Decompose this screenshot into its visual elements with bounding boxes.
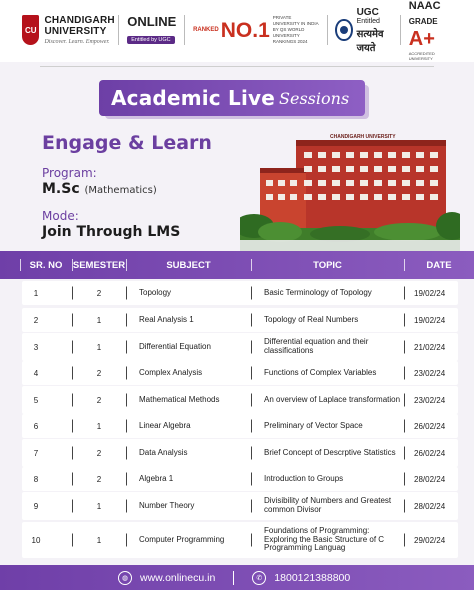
naac-badge [409, 0, 452, 61]
phone-text: 1800121388800 [274, 571, 351, 584]
program-label: Program: [42, 166, 97, 180]
ugc-logo-text [357, 7, 392, 54]
cell-subject: Algebra 1 [126, 467, 251, 491]
program-name: M.Sc [42, 181, 80, 197]
cu-shield-icon: CU [22, 15, 39, 45]
cell-topic: Preliminary of Vector Space [251, 414, 404, 438]
table-row [0, 492, 474, 520]
cell-topic: Functions of Complex Variables [251, 361, 404, 385]
cell-date: 26/02/24 [404, 439, 474, 467]
header-spacer [0, 251, 20, 279]
program-value [42, 181, 157, 197]
cell-semester: 2 [72, 467, 126, 491]
cell-semester: 1 [72, 492, 126, 520]
ugc-emblem-icon [335, 19, 352, 41]
phone-link[interactable] [252, 571, 350, 585]
cell-topic: An overview of Laplace transformation [251, 386, 404, 414]
cell-semester: 1 [72, 333, 126, 361]
header-date: DATE [404, 251, 474, 279]
mode-value: Join Through LMS [42, 224, 181, 240]
cell-sr-no: 4 [33, 368, 39, 378]
online-logo [127, 15, 176, 46]
phone-icon: ✆ [252, 571, 266, 585]
cell-date: 23/02/24 [404, 386, 474, 414]
cell-sr-no: 6 [33, 421, 39, 431]
cell-subject: Mathematical Methods [126, 386, 251, 414]
naac-title: NAAC [408, 0, 441, 12]
ugc-motto: सत्यमेव जयते [356, 28, 384, 54]
cell-topic: Differential equation and their classifications [251, 333, 404, 361]
cell-sr-no: 5 [33, 395, 39, 405]
logo-divider [400, 15, 401, 45]
cell-semester: 2 [72, 386, 126, 414]
cell-topic: Topology of Real Numbers [251, 308, 404, 332]
cell-topic: Divisibility of Numbers and Greatest common Divisor [251, 492, 404, 520]
globe-icon: ◍ [118, 571, 132, 585]
cell-sr-no: 7 [33, 448, 39, 458]
campus-sign: CHANDIGARH UNIVERSITY [330, 134, 396, 140]
ugc-title: UGC [356, 6, 379, 18]
logo-bar [0, 0, 474, 62]
cell-semester: 1 [72, 308, 126, 332]
cell-sr-no: 8 [33, 474, 39, 484]
ranking-badge [193, 15, 319, 44]
online-subtitle: Entitled by UGC [127, 36, 174, 44]
university-tagline: Discover. Learn. Empower. [44, 39, 110, 45]
banner-title: Academic Live [111, 86, 276, 110]
table-row [0, 467, 474, 491]
logo-divider [118, 15, 119, 45]
header-topic: TOPIC [251, 251, 404, 279]
cell-sr-no: 9 [33, 501, 39, 511]
cell-date: 28/02/24 [404, 492, 474, 520]
table-row [0, 308, 474, 332]
university-name: CHANDIGARH UNIVERSITY [44, 15, 115, 37]
ranked-number: NO.1 [220, 18, 270, 42]
naac-grade: A+ [408, 27, 435, 50]
title-banner [99, 80, 365, 116]
cell-subject: Data Analysis [126, 439, 251, 467]
ugc-subtitle: Entitled [356, 17, 380, 25]
cell-subject: Differential Equation [126, 333, 251, 361]
contact-footer [0, 565, 474, 590]
cell-date: 28/02/24 [404, 467, 474, 491]
footer-divider [233, 571, 234, 585]
cell-semester: 1 [72, 414, 126, 438]
cell-subject: Linear Algebra [126, 414, 251, 438]
cell-date: 26/02/24 [404, 414, 474, 438]
website-link[interactable] [118, 571, 215, 585]
table-row [0, 333, 474, 361]
table-row [0, 361, 474, 385]
cell-date: 29/02/24 [404, 522, 474, 558]
cell-subject: Complex Analysis [126, 361, 251, 385]
cell-semester: 2 [72, 439, 126, 467]
logo-divider [327, 15, 328, 45]
table-row [0, 281, 474, 305]
table-row [0, 522, 474, 558]
university-logo-text [44, 15, 115, 45]
table-header [0, 251, 474, 279]
header-subject: SUBJECT [126, 251, 251, 279]
ranked-label: RANKED [193, 26, 219, 33]
table-row [0, 386, 474, 414]
table-row [0, 439, 474, 467]
online-title: ONLINE [127, 13, 177, 29]
mode-label: Mode: [42, 209, 79, 223]
header-semester: SEMESTER [72, 251, 126, 279]
program-detail: (Mathematics) [84, 185, 157, 196]
ranked-detail: PRIVATE UNIVERSITY IN INDIA BY QS WORLD UNIVERSITY RANKINGS 2024 [272, 15, 319, 44]
cell-topic: Basic Terminology of Topology [251, 281, 404, 305]
naac-grade-label: GRADE [408, 16, 438, 26]
cell-sr-no: 10 [31, 535, 41, 545]
cell-sr-no: 2 [33, 315, 39, 325]
cell-date: 23/02/24 [404, 361, 474, 385]
logo-row [22, 0, 452, 61]
cell-subject: Number Theory [126, 492, 251, 520]
naac-subtitle: ACCREDITED UNIVERSITY [408, 50, 435, 61]
headline: Engage & Learn [42, 132, 212, 154]
cell-topic: Foundations of Programming: Exploring the Basic Structure of C Programming Languag [251, 522, 404, 558]
cell-sr-no: 3 [33, 342, 39, 352]
logo-divider [184, 15, 185, 45]
website-text: www.onlinecu.in [140, 571, 216, 584]
cell-topic: Introduction to Groups [251, 467, 404, 491]
header-sr-no: SR. NO [20, 251, 72, 279]
cell-date: 21/02/24 [404, 333, 474, 361]
cell-date: 19/02/24 [404, 308, 474, 332]
campus-building-image [240, 128, 460, 252]
cell-subject: Computer Programming [126, 522, 251, 558]
banner-script-title: Sessions [279, 88, 350, 108]
header-divider [40, 66, 434, 67]
cell-semester: 1 [72, 522, 126, 558]
cell-date: 19/02/24 [404, 281, 474, 305]
cell-semester: 2 [72, 361, 126, 385]
cell-subject: Real Analysis 1 [126, 308, 251, 332]
cell-topic: Brief Concept of Descrptive Statistics [251, 439, 404, 467]
table-row [0, 414, 474, 438]
cell-semester: 2 [72, 281, 126, 305]
cell-subject: Topology [126, 281, 251, 305]
cell-sr-no: 1 [33, 288, 39, 298]
